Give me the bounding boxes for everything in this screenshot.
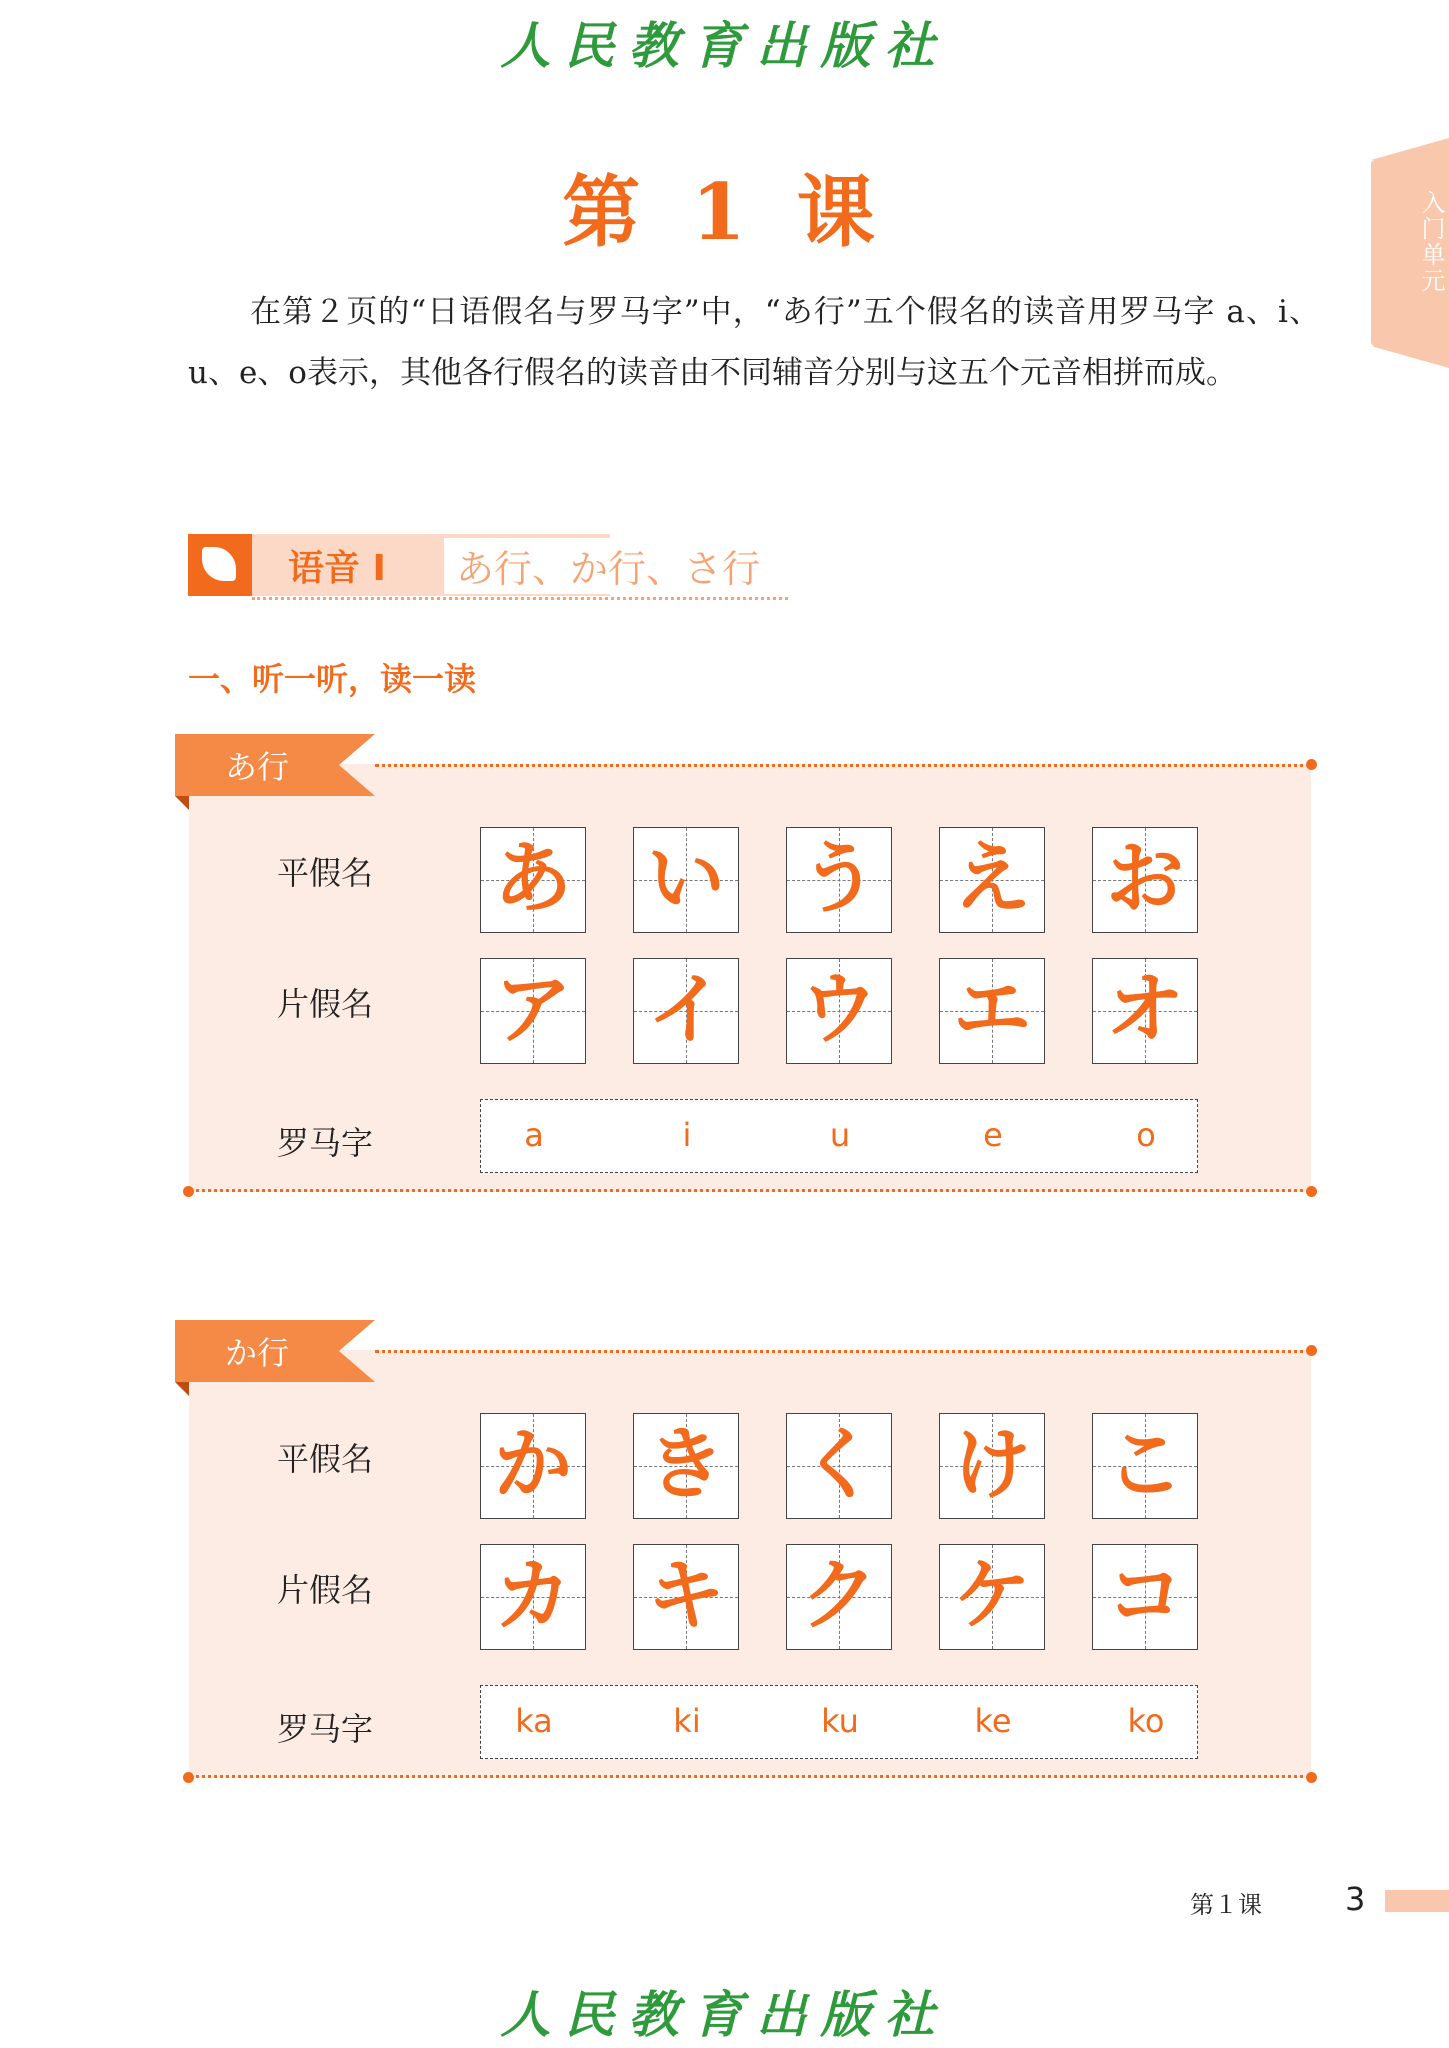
kana-glyph: え (952, 834, 1031, 924)
romaji-text: ki (673, 1702, 701, 1740)
katakana-cell (633, 1544, 739, 1650)
kana-glyph: ク (799, 1551, 878, 1641)
katakana-cell (1092, 1544, 1198, 1650)
practice-heading: 一、听一听，读一读 (188, 660, 477, 698)
kana-glyph: お (1105, 834, 1184, 924)
kana-glyph: け (952, 1420, 1031, 1510)
kana-glyph: カ (493, 1551, 572, 1641)
hiragana-label: 平假名 (277, 1440, 374, 1478)
page-number-bar (1385, 1890, 1449, 1912)
section-subtitle: あ行、か行、さ行 (444, 538, 772, 594)
row-ribbon-label: あ行 (225, 748, 290, 786)
hiragana-cell (1092, 827, 1198, 933)
footer-lesson-label: 第１课 (1190, 1891, 1262, 1919)
page-number: 3 (1345, 1880, 1366, 1918)
unit-side-tab-label: 入门单元 (1417, 190, 1445, 294)
katakana-cell (480, 1544, 586, 1650)
divider-dot (1306, 759, 1317, 770)
hiragana-label: 平假名 (277, 854, 374, 892)
romaji-box (480, 1099, 1198, 1173)
katakana-cell (939, 1544, 1045, 1650)
katakana-cell (633, 958, 739, 1064)
kana-glyph: オ (1105, 965, 1184, 1055)
hiragana-cell (633, 1413, 739, 1519)
kana-glyph: イ (646, 965, 725, 1055)
romaji-text: u (829, 1116, 851, 1154)
kana-glyph: く (799, 1420, 878, 1510)
divider-dot (183, 1772, 194, 1783)
kana-glyph: ウ (799, 965, 878, 1055)
lesson-title: 第 1 课 (562, 167, 887, 258)
kana-glyph: ケ (952, 1551, 1031, 1641)
hiragana-cell (939, 1413, 1045, 1519)
row-bottom-divider (189, 1775, 1311, 1778)
kana-glyph: こ (1105, 1420, 1184, 1510)
kana-glyph: き (646, 1420, 725, 1510)
romaji-label: 罗马字 (277, 1710, 374, 1748)
row-ribbon-fold (175, 1382, 189, 1396)
romaji-text: a (524, 1116, 544, 1154)
row-top-divider (375, 764, 1311, 767)
katakana-label: 片假名 (277, 985, 374, 1023)
kana-glyph: コ (1105, 1551, 1184, 1641)
katakana-cell (480, 958, 586, 1064)
romaji-box (480, 1685, 1198, 1759)
divider-dot (1306, 1186, 1317, 1197)
romaji-text: ke (974, 1702, 1012, 1740)
romaji-text: ka (515, 1702, 553, 1740)
katakana-cell (786, 1544, 892, 1650)
divider-dot (1306, 1772, 1317, 1783)
katakana-cell (786, 958, 892, 1064)
kana-row-block-a (175, 734, 1325, 1234)
kana-glyph: ア (493, 965, 572, 1055)
romaji-label: 罗马字 (277, 1124, 374, 1162)
romaji-text: i (682, 1116, 692, 1154)
publisher-logo-bottom: 人民教育出版社 (500, 1985, 949, 2044)
romaji-text: ko (1127, 1702, 1165, 1740)
section-header (188, 534, 788, 596)
romaji-text: e (983, 1116, 1003, 1154)
hiragana-cell (786, 1413, 892, 1519)
hiragana-cell (939, 827, 1045, 933)
hiragana-cell (633, 827, 739, 933)
romaji-text: ku (821, 1702, 859, 1740)
divider-dot (183, 1186, 194, 1197)
hiragana-cell (786, 827, 892, 933)
divider-dot (1306, 1345, 1317, 1356)
row-ribbon-fold (175, 796, 189, 810)
katakana-cell (939, 958, 1045, 1064)
intro-paragraph: 在第２页的“日语假名与罗马字”中，“あ行”五个假名的读音用罗马字 a、i、u、e、o表示，其他各行假名的读音由不同辅音分别与这五个元音相拼而成。 (188, 294, 1320, 391)
kana-row-block-ka (175, 1320, 1325, 1820)
row-bottom-divider (189, 1189, 1311, 1192)
publisher-logo-top: 人民教育出版社 (500, 16, 949, 75)
hiragana-cell (1092, 1413, 1198, 1519)
leaf-icon (188, 534, 252, 596)
hiragana-cell (480, 1413, 586, 1519)
kana-glyph: う (799, 834, 878, 924)
kana-glyph: あ (493, 834, 572, 924)
kana-glyph: い (646, 834, 725, 924)
kana-glyph: キ (646, 1551, 725, 1641)
section-header-underline (252, 597, 788, 600)
kana-glyph: か (493, 1420, 572, 1510)
katakana-label: 片假名 (277, 1571, 374, 1609)
hiragana-cell (480, 827, 586, 933)
section-label: 语音 Ⅰ (288, 548, 386, 589)
kana-glyph: エ (952, 965, 1031, 1055)
katakana-cell (1092, 958, 1198, 1064)
row-ribbon-label: か行 (225, 1334, 290, 1372)
row-top-divider (375, 1350, 1311, 1353)
romaji-text: o (1136, 1116, 1156, 1154)
